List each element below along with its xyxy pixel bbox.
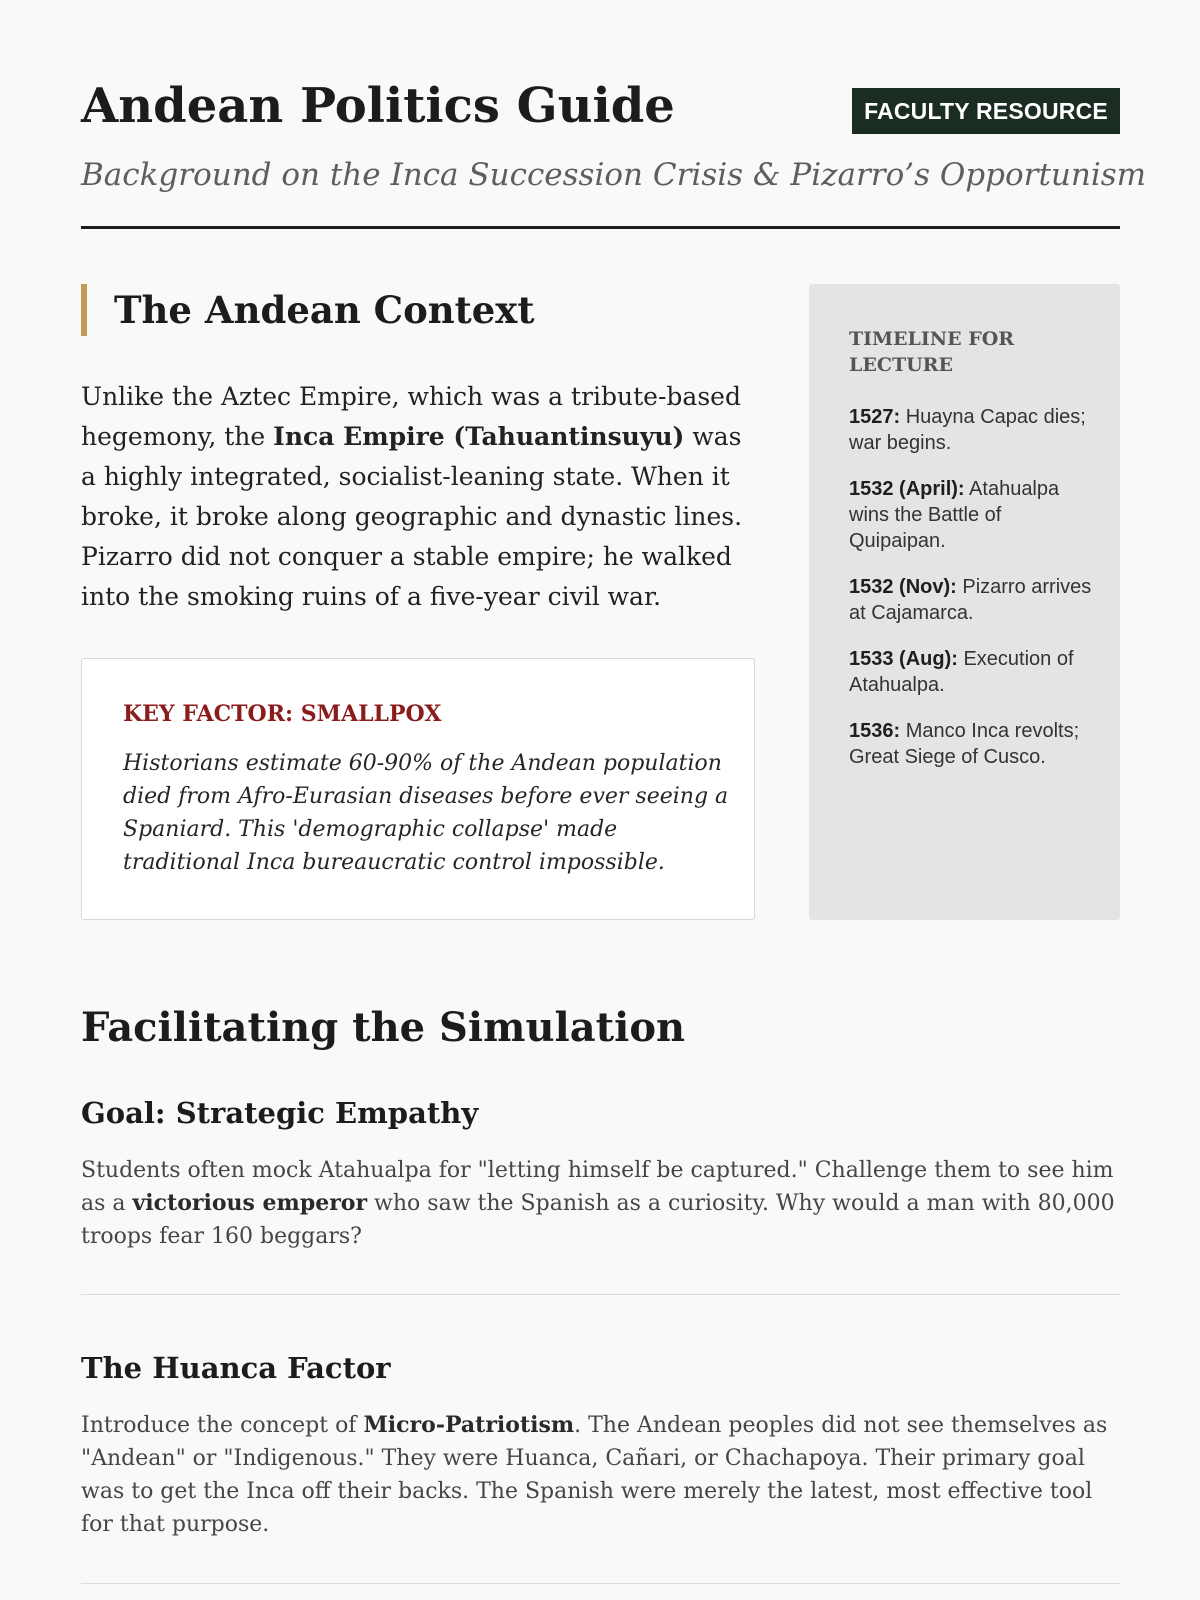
- timeline-item: [849, 574, 1099, 626]
- timeline-title: TIMELINE FOR LECTURE: [849, 328, 1015, 376]
- page-subtitle: Background on the Inca Succession Crisis & Pizarro’s Opportunism: [81, 157, 1147, 193]
- section-divider: [81, 1583, 1120, 1584]
- timeline-event: Pizarro arrives at Cajamarca.: [849, 576, 1092, 624]
- huanca-heading: The Huanca Factor: [81, 1351, 391, 1385]
- timeline-year: 1532 (April):: [849, 478, 965, 500]
- timeline-year: 1532 (Nov):: [849, 576, 957, 598]
- faculty-resource-badge: FACULTY RESOURCE: [852, 88, 1120, 134]
- timeline-item: [849, 718, 1099, 770]
- timeline-event: Atahualpa wins the Battle of Quipaipan.: [849, 478, 1060, 552]
- timeline-sidebar: [809, 284, 1120, 920]
- context-body-text: Unlike the Aztec Empire, which was a tribute-based hegemony, the: [81, 382, 741, 451]
- context-body: [81, 377, 751, 617]
- timeline-event: Manco Inca revolts; Great Siege of Cusco.: [849, 720, 1080, 768]
- key-factor-title: KEY FACTOR: SMALLPOX: [123, 701, 442, 727]
- goal-text-part: Students often mock Atahualpa for "letting himself be captured." Challenge them to see him as a: [81, 1158, 1114, 1216]
- huanca-text: [81, 1409, 1126, 1541]
- context-body-emphasis: Inca Empire (Tahuantinsuyu): [273, 422, 685, 451]
- goal-text-part: who saw the Spanish as a curiosity. Why would a man with 80,000 troops fear 160 beggars?: [81, 1191, 1115, 1249]
- timeline-item: [849, 646, 1099, 698]
- context-body-text: was a highly integrated, socialist-leaning state. When it broke, it broke along geographic and dynastic lines. Pizarro did not conquer a stable empire; he walked into the smoking ruins of a five-year civil war.: [81, 422, 743, 611]
- page-title: Andean Politics Guide: [81, 78, 675, 134]
- huanca-text-part: Introduce the concept of: [81, 1413, 364, 1438]
- header-divider: [81, 226, 1120, 229]
- key-factor-callout: [81, 658, 755, 920]
- section-accent-bar: [81, 284, 87, 336]
- goal-heading: Goal: Strategic Empathy: [81, 1096, 479, 1130]
- simulation-heading: Facilitating the Simulation: [81, 1004, 686, 1051]
- huanca-text-emphasis: Micro-Patriotism: [363, 1412, 575, 1438]
- timeline-item: [849, 476, 1099, 554]
- key-factor-text: Historians estimate 60-90% of the Andean population died from Afro-Eurasian diseases before ever seeing a Spaniard. This 'demographic collapse' made traditional Inca bureaucratic control impossible.: [123, 751, 729, 875]
- timeline-event: Execution of Atahualpa.: [849, 648, 1074, 696]
- timeline-list: [849, 404, 1099, 790]
- huanca-text-part: . The Andean peoples did not see themselves as "Andean" or "Indigenous." They were Huanca, Cañari, or Chachapoya. Their primary goal was to get the Inca off their backs. The Spanish were merely the latest, most effective tool for that purpose.: [81, 1413, 1108, 1537]
- context-heading: The Andean Context: [114, 288, 535, 332]
- goal-text: [81, 1154, 1126, 1253]
- section-divider: [81, 1294, 1120, 1295]
- timeline-year: 1533 (Aug):: [849, 648, 958, 670]
- timeline-year: 1536:: [849, 720, 901, 742]
- timeline-event: Huayna Capac dies; war begins.: [849, 406, 1086, 454]
- timeline-year: 1527:: [849, 406, 901, 428]
- timeline-item: [849, 404, 1099, 456]
- goal-text-emphasis: victorious emperor: [132, 1190, 368, 1216]
